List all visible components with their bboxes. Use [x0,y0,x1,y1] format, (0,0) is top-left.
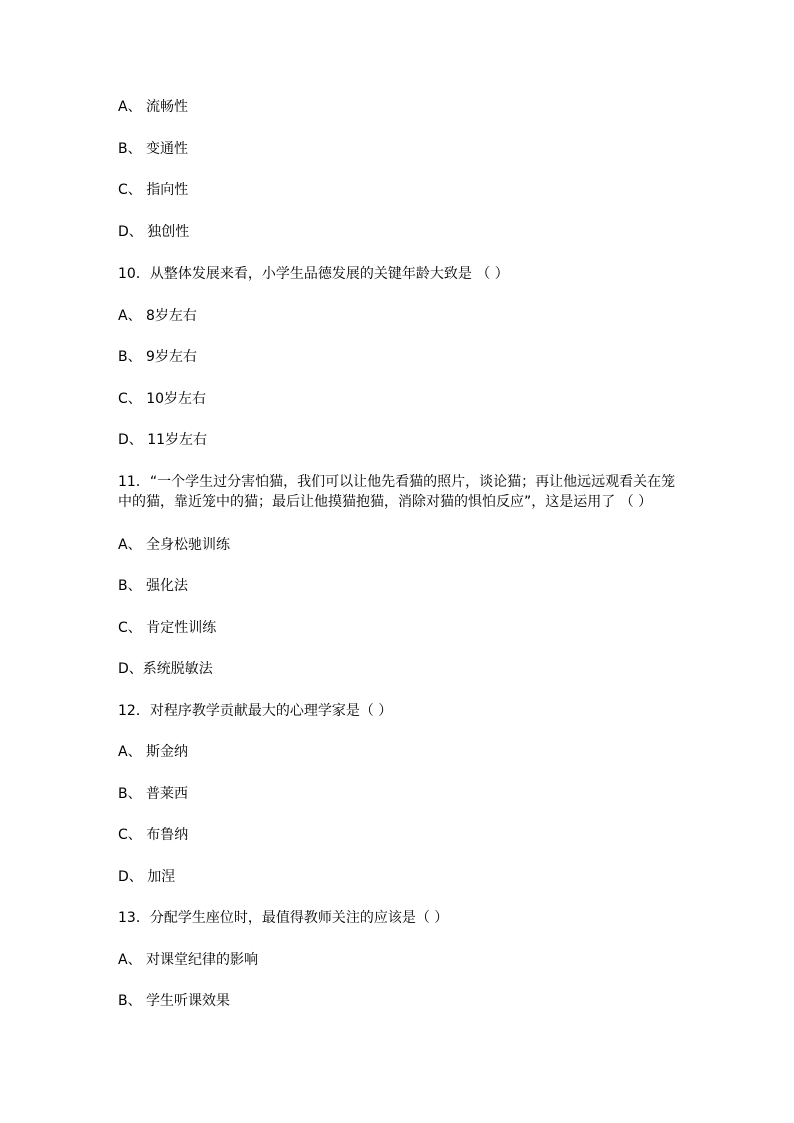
option-d: D、 独创性 [118,224,190,240]
q11-option-c: C、 肯定性训练 [118,620,217,636]
q12-option-d: D、 加涅 [118,869,176,885]
question-12: 12．对程序教学贡献最大的心理学家是（ ） [118,703,393,719]
option-c: C、 指向性 [118,182,189,198]
question-10: 10．从整体发展来看，小学生品德发展的关键年龄大致是 （ ） [118,266,509,282]
q10-option-c: C、 10岁左右 [118,391,207,407]
question-11: 11．“一个学生过分害怕猫，我们可以让他先看猫的照片，谈论猫；再让他远远观看关在笼中的猫，靠近笼中的猫；最后让他摸猫抱猫，消除对猫的惧怕反应”，这是运用了 （ ） [118,474,676,510]
q11-option-b: B、 强化法 [118,578,189,594]
q13-option-b: B、 学生听课效果 [118,993,231,1009]
q12-option-a: A、 斯金纳 [118,744,189,760]
q12-option-b: B、 普莱西 [118,786,189,802]
q10-option-b: B、 9岁左右 [118,349,197,365]
q11-option-a: A、 全身松驰训练 [118,537,231,553]
option-a: A、 流畅性 [118,99,189,115]
q11-option-d: D、系统脱敏法 [118,661,213,677]
q10-option-d: D、 11岁左右 [118,432,208,448]
option-b: B、 变通性 [118,141,189,157]
q13-option-a: A、 对课堂纪律的影响 [118,952,259,968]
q10-option-a: A、 8岁左右 [118,308,197,324]
question-13: 13．分配学生座位时，最值得教师关注的应该是（ ） [118,910,449,926]
q12-option-c: C、 布鲁纳 [118,827,189,843]
